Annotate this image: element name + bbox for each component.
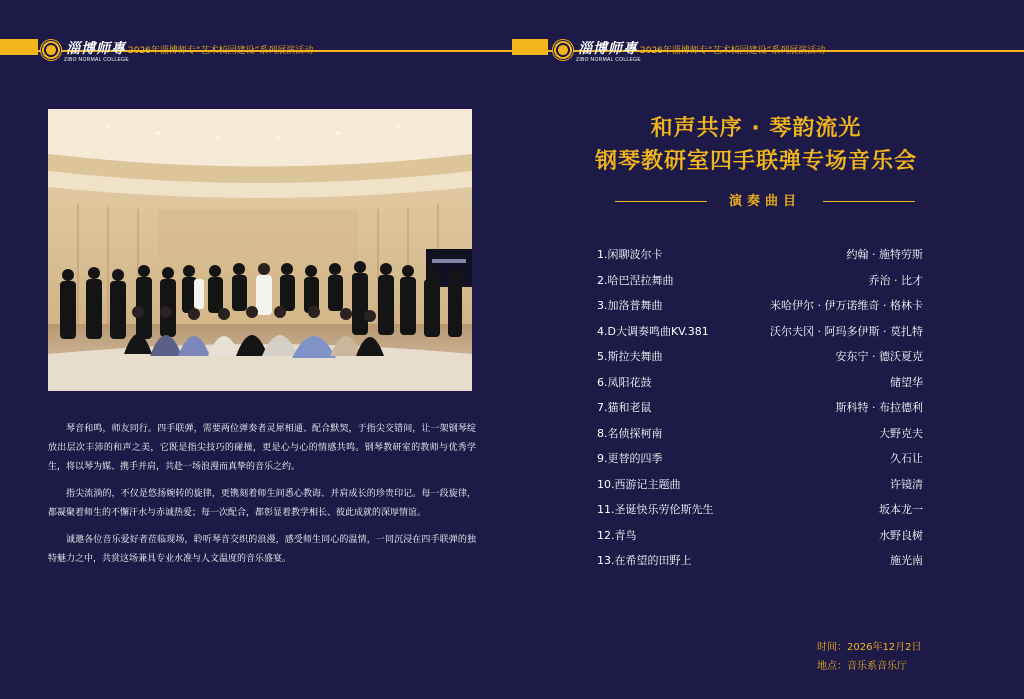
programme-item [597,272,923,298]
composer-name: 米哈伊尔 · 伊万诺维奇 · 格林卡 [770,299,923,312]
college-emblem-icon [552,39,574,61]
piece-title: 4.D大调奏鸣曲KV.381 [597,324,709,338]
piece-title: 12.青鸟 [597,528,637,542]
intro-paragraph: 指尖流淌的，不仅是悠扬婉转的旋律，更镌刻着师生间悉心教诲、并肩成长的珍贵印记。每一段旋律，都凝聚着师生的不懈汗水与赤诚热爱；每一次配合，都彰显着教学相长、彼此成就的深厚情谊。 [48,489,476,518]
intro-paragraph: 诚邀各位音乐爱好者莅临现场，聆听琴音交织的浪漫，感受师生同心的温情，一同沉浸在四手联弹的独特魅力之中，共赏这场兼具专业水准与人文温度的音乐盛宴。 [48,535,476,564]
programme-item [597,374,923,400]
piece-title: 7.猫和老鼠 [597,401,652,414]
composer-name: 坂本龙一 [879,503,923,516]
composer-name: 大野克夫 [879,426,923,440]
programme-item [597,425,923,451]
brand-subtitle: ZIBO NORMAL COLLEGE [64,57,129,63]
concert-location: 地点：音乐系音乐厅 [817,661,907,672]
brand-name: 淄博师專 [66,41,126,57]
programme-item [597,246,923,272]
programme-list [597,246,923,578]
programme-item [597,501,923,527]
piece-title: 13.在希望的田野上 [597,554,692,567]
programme-item [597,348,923,374]
group-photo [48,109,472,391]
piece-title: 11.圣诞快乐劳伦斯先生 [597,503,714,516]
concert-title-line1: 和声共序 · 琴韵流光 [650,116,862,141]
brand-name: 淄博师專 [578,41,638,57]
concert-time: 时间：2026年12月2日 [817,642,922,653]
piece-title: 9.更替的四季 [597,452,663,465]
programme-item [597,399,923,425]
piece-title: 1.闲聊波尔卡 [597,248,663,261]
piece-title: 10.西游记主题曲 [597,477,681,491]
programme-item [597,552,923,578]
piece-title: 2.哈巴涅拉舞曲 [597,273,674,287]
programme-heading-text: 演奏曲目 [728,194,801,209]
college-emblem-icon [40,39,62,61]
composer-name: 沃尔夫冈 · 阿玛多伊斯 · 莫扎特 [770,324,923,338]
piece-title: 5.斯拉夫舞曲 [597,350,663,363]
programme-item [597,297,923,323]
header-stripe-left [0,39,38,55]
intro-paragraph: 琴音和鸣，师友同行。四手联弹，需要两位弹奏者灵犀相通、配合默契，于指尖交错间，让一架钢琴绽放出层次丰沛的和声之美，它既是指尖技巧的碰撞，更是心与心的情感共鸣。钢琴教研室的教师与优秀学生，将以琴为媒、携手并肩，共赴一场浪漫而真挚的音乐之约。 [48,424,476,472]
piece-title: 6.凤阳花鼓 [597,375,652,389]
composer-name: 安东宁 · 德沃夏克 [835,350,923,363]
heading-rule-right [823,201,915,202]
brand-subtitle: ZIBO NORMAL COLLEGE [576,57,641,63]
programme-item [597,476,923,502]
composer-name: 约翰 · 施特劳斯 [846,248,923,261]
programme-item [597,450,923,476]
concert-title-line2: 钢琴教研室四手联弹专场音乐会 [594,149,917,174]
programme-heading [615,188,915,212]
composer-name: 施光南 [890,554,923,567]
programme-item [597,323,923,349]
composer-name: 斯科特 · 布拉德利 [835,401,923,414]
composer-name: 久石让 [890,452,923,465]
composer-name: 乔治 · 比才 [868,273,923,287]
programme-item [597,527,923,553]
activity-header-left: 2026年淄博师专“艺术校园建设”系列展演活动 [128,46,314,56]
composer-name: 储望华 [890,375,923,389]
composer-name: 水野良树 [879,528,923,542]
header-stripe-right [512,39,548,55]
heading-rule-left [615,201,707,202]
piece-title: 3.加洛普舞曲 [597,299,663,312]
composer-name: 许镜清 [890,477,923,491]
piece-title: 8.名侦探柯南 [597,426,663,440]
activity-header-right: 2026年淄博师专“艺术校园建设”系列展演活动 [640,46,826,56]
intro-text [48,420,476,577]
